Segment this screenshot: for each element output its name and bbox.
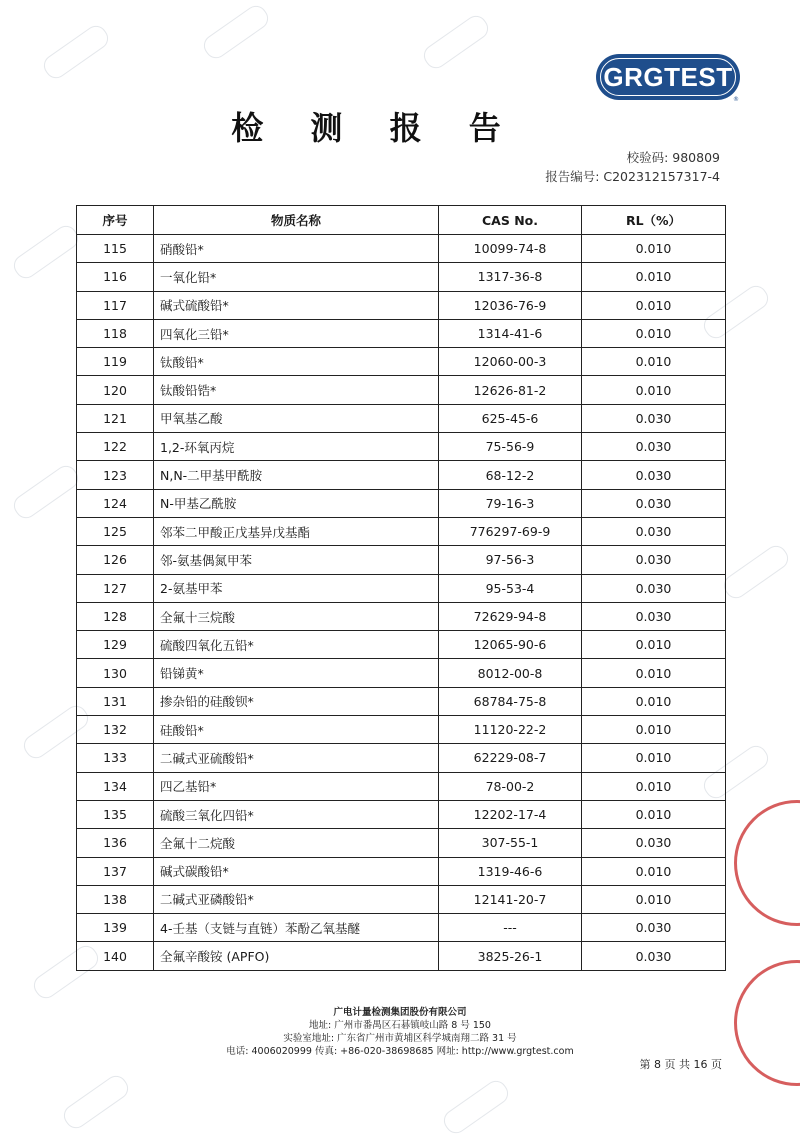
- row-index: 132: [77, 716, 154, 744]
- table-row: [77, 687, 726, 715]
- red-seal-stamp: [734, 960, 800, 1086]
- table-row: [77, 319, 726, 347]
- watermark: [10, 222, 83, 283]
- row-rl: 0.010: [582, 263, 726, 291]
- row-rl: 0.010: [582, 744, 726, 772]
- report-number: 报告编号: C202312157317-4: [545, 169, 720, 184]
- row-index: 118: [77, 319, 154, 347]
- row-cas-no: 68-12-2: [439, 461, 582, 489]
- row-cas-no: 307-55-1: [439, 829, 582, 857]
- row-index: 125: [77, 517, 154, 545]
- watermark: [200, 2, 273, 63]
- row-cas-no: 12036-76-9: [439, 291, 582, 319]
- row-cas-no: 68784-75-8: [439, 687, 582, 715]
- row-substance-name: 硝酸铅*: [154, 235, 439, 263]
- row-rl: 0.010: [582, 800, 726, 828]
- row-substance-name: 钛酸铅*: [154, 348, 439, 376]
- row-substance-name: 四乙基铅*: [154, 772, 439, 800]
- row-cas-no: 97-56-3: [439, 546, 582, 574]
- row-index: 116: [77, 263, 154, 291]
- row-index: 130: [77, 659, 154, 687]
- row-cas-no: 10099-74-8: [439, 235, 582, 263]
- row-substance-name: 全氟十三烷酸: [154, 602, 439, 630]
- row-cas-no: 625-45-6: [439, 404, 582, 432]
- watermark: [10, 462, 83, 523]
- row-substance-name: 四氧化三铅*: [154, 319, 439, 347]
- row-cas-no: 62229-08-7: [439, 744, 582, 772]
- row-substance-name: 1,2-环氧丙烷: [154, 433, 439, 461]
- row-cas-no: 8012-00-8: [439, 659, 582, 687]
- watermark: [720, 542, 793, 603]
- watermark: [420, 12, 493, 73]
- table-row: [77, 433, 726, 461]
- row-cas-no: 95-53-4: [439, 574, 582, 602]
- row-cas-no: 12626-81-2: [439, 376, 582, 404]
- row-rl: 0.030: [582, 461, 726, 489]
- row-cas-no: 11120-22-2: [439, 716, 582, 744]
- substance-table: [76, 205, 726, 971]
- table-row: [77, 857, 726, 885]
- row-rl: 0.030: [582, 829, 726, 857]
- row-cas-no: 75-56-9: [439, 433, 582, 461]
- row-substance-name: 2-氨基甲苯: [154, 574, 439, 602]
- row-cas-no: 776297-69-9: [439, 517, 582, 545]
- row-index: 120: [77, 376, 154, 404]
- table-row: [77, 914, 726, 942]
- table-row: [77, 800, 726, 828]
- row-index: 128: [77, 602, 154, 630]
- row-rl: 0.010: [582, 348, 726, 376]
- table-row: [77, 942, 726, 970]
- table-row: [77, 404, 726, 432]
- row-cas-no: 1319-46-6: [439, 857, 582, 885]
- watermark: [40, 22, 113, 83]
- row-rl: 0.010: [582, 687, 726, 715]
- row-substance-name: 硅酸铅*: [154, 716, 439, 744]
- row-rl: 0.030: [582, 602, 726, 630]
- table-row: [77, 716, 726, 744]
- row-substance-name: 硫酸四氧化五铅*: [154, 631, 439, 659]
- row-index: 126: [77, 546, 154, 574]
- row-cas-no: 3825-26-1: [439, 942, 582, 970]
- row-rl: 0.010: [582, 376, 726, 404]
- row-substance-name: 二碱式亚硫酸铅*: [154, 744, 439, 772]
- company-address: 地址: 广州市番禺区石碁镇岐山路 8 号 150: [309, 1020, 491, 1031]
- row-index: 119: [77, 348, 154, 376]
- row-index: 123: [77, 461, 154, 489]
- row-index: 131: [77, 687, 154, 715]
- row-rl: 0.030: [582, 942, 726, 970]
- table-header-row: [77, 206, 726, 235]
- table-row: [77, 461, 726, 489]
- company-name: 广电计量检测集团股份有限公司: [333, 1007, 467, 1018]
- row-substance-name: 碱式硫酸铅*: [154, 291, 439, 319]
- lab-address: 实验室地址: 广东省广州市黄埔区科学城南翔二路 31 号: [283, 1033, 517, 1044]
- row-substance-name: 硫酸三氧化四铅*: [154, 800, 439, 828]
- row-index: 137: [77, 857, 154, 885]
- row-rl: 0.010: [582, 235, 726, 263]
- watermark: [60, 1072, 133, 1133]
- table-row: [77, 772, 726, 800]
- logo-text: GRGTEST: [603, 61, 733, 92]
- page-title: 检 测 报 告: [231, 109, 519, 147]
- row-substance-name: N-甲基乙酰胺: [154, 489, 439, 517]
- table-row: [77, 263, 726, 291]
- row-rl: 0.010: [582, 772, 726, 800]
- row-rl: 0.010: [582, 659, 726, 687]
- row-index: 140: [77, 942, 154, 970]
- table-row: [77, 517, 726, 545]
- table-row: [77, 829, 726, 857]
- row-cas-no: ---: [439, 914, 582, 942]
- row-cas-no: 1314-41-6: [439, 319, 582, 347]
- page-number: 第 8 页 共 16 页: [639, 1058, 722, 1071]
- row-substance-name: 全氟辛酸铵 (APFO): [154, 942, 439, 970]
- row-substance-name: 二碱式亚磷酸铅*: [154, 885, 439, 913]
- row-substance-name: 铅锑黄*: [154, 659, 439, 687]
- row-rl: 0.010: [582, 319, 726, 347]
- table-row: [77, 376, 726, 404]
- row-index: 121: [77, 404, 154, 432]
- row-index: 129: [77, 631, 154, 659]
- row-rl: 0.010: [582, 716, 726, 744]
- row-index: 136: [77, 829, 154, 857]
- row-rl: 0.010: [582, 857, 726, 885]
- row-rl: 0.030: [582, 433, 726, 461]
- header-rl: RL（%）: [582, 206, 726, 235]
- row-rl: 0.010: [582, 631, 726, 659]
- row-substance-name: 一氧化铅*: [154, 263, 439, 291]
- table-row: [77, 631, 726, 659]
- table-row: [77, 348, 726, 376]
- header-index: 序号: [77, 206, 154, 235]
- row-substance-name: 钛酸铅锆*: [154, 376, 439, 404]
- row-index: 127: [77, 574, 154, 602]
- registered-mark: ®: [733, 96, 739, 103]
- row-rl: 0.030: [582, 404, 726, 432]
- row-substance-name: 4-壬基（支链与直链）苯酚乙氧基醚: [154, 914, 439, 942]
- row-rl: 0.030: [582, 914, 726, 942]
- row-rl: 0.030: [582, 517, 726, 545]
- header-substance-name: 物质名称: [154, 206, 439, 235]
- row-substance-name: 掺杂铅的硅酸钡*: [154, 687, 439, 715]
- row-rl: 0.030: [582, 574, 726, 602]
- row-index: 134: [77, 772, 154, 800]
- row-substance-name: 邻苯二甲酸正戊基异戊基酯: [154, 517, 439, 545]
- row-cas-no: 72629-94-8: [439, 602, 582, 630]
- header-cas-no: CAS No.: [439, 206, 582, 235]
- table-row: [77, 574, 726, 602]
- row-rl: 0.010: [582, 291, 726, 319]
- table-row: [77, 546, 726, 574]
- table-row: [77, 659, 726, 687]
- row-substance-name: 全氟十二烷酸: [154, 829, 439, 857]
- grgtest-logo: [596, 54, 740, 100]
- row-index: 139: [77, 914, 154, 942]
- row-index: 117: [77, 291, 154, 319]
- row-index: 135: [77, 800, 154, 828]
- table-row: [77, 885, 726, 913]
- check-code: 校验码: 980809: [626, 150, 720, 165]
- row-rl: 0.030: [582, 489, 726, 517]
- contact-info: 电话: 4006020999 传真: +86-020-38698685 网址: http://www.grgtest.com: [226, 1046, 574, 1057]
- row-cas-no: 12065-90-6: [439, 631, 582, 659]
- red-seal-stamp: [734, 800, 800, 926]
- row-substance-name: N,N-二甲基甲酰胺: [154, 461, 439, 489]
- watermark: [440, 1077, 513, 1137]
- row-index: 138: [77, 885, 154, 913]
- row-rl: 0.030: [582, 546, 726, 574]
- table-row: [77, 602, 726, 630]
- row-index: 122: [77, 433, 154, 461]
- row-rl: 0.010: [582, 885, 726, 913]
- row-cas-no: 1317-36-8: [439, 263, 582, 291]
- row-cas-no: 78-00-2: [439, 772, 582, 800]
- row-substance-name: 甲氧基乙酸: [154, 404, 439, 432]
- table-row: [77, 744, 726, 772]
- row-index: 124: [77, 489, 154, 517]
- row-index: 133: [77, 744, 154, 772]
- row-substance-name: 邻-氨基偶氮甲苯: [154, 546, 439, 574]
- table-row: [77, 489, 726, 517]
- row-cas-no: 79-16-3: [439, 489, 582, 517]
- row-index: 115: [77, 235, 154, 263]
- row-cas-no: 12141-20-7: [439, 885, 582, 913]
- row-cas-no: 12202-17-4: [439, 800, 582, 828]
- row-substance-name: 碱式碳酸铅*: [154, 857, 439, 885]
- table-row: [77, 291, 726, 319]
- row-cas-no: 12060-00-3: [439, 348, 582, 376]
- table-row: [77, 235, 726, 263]
